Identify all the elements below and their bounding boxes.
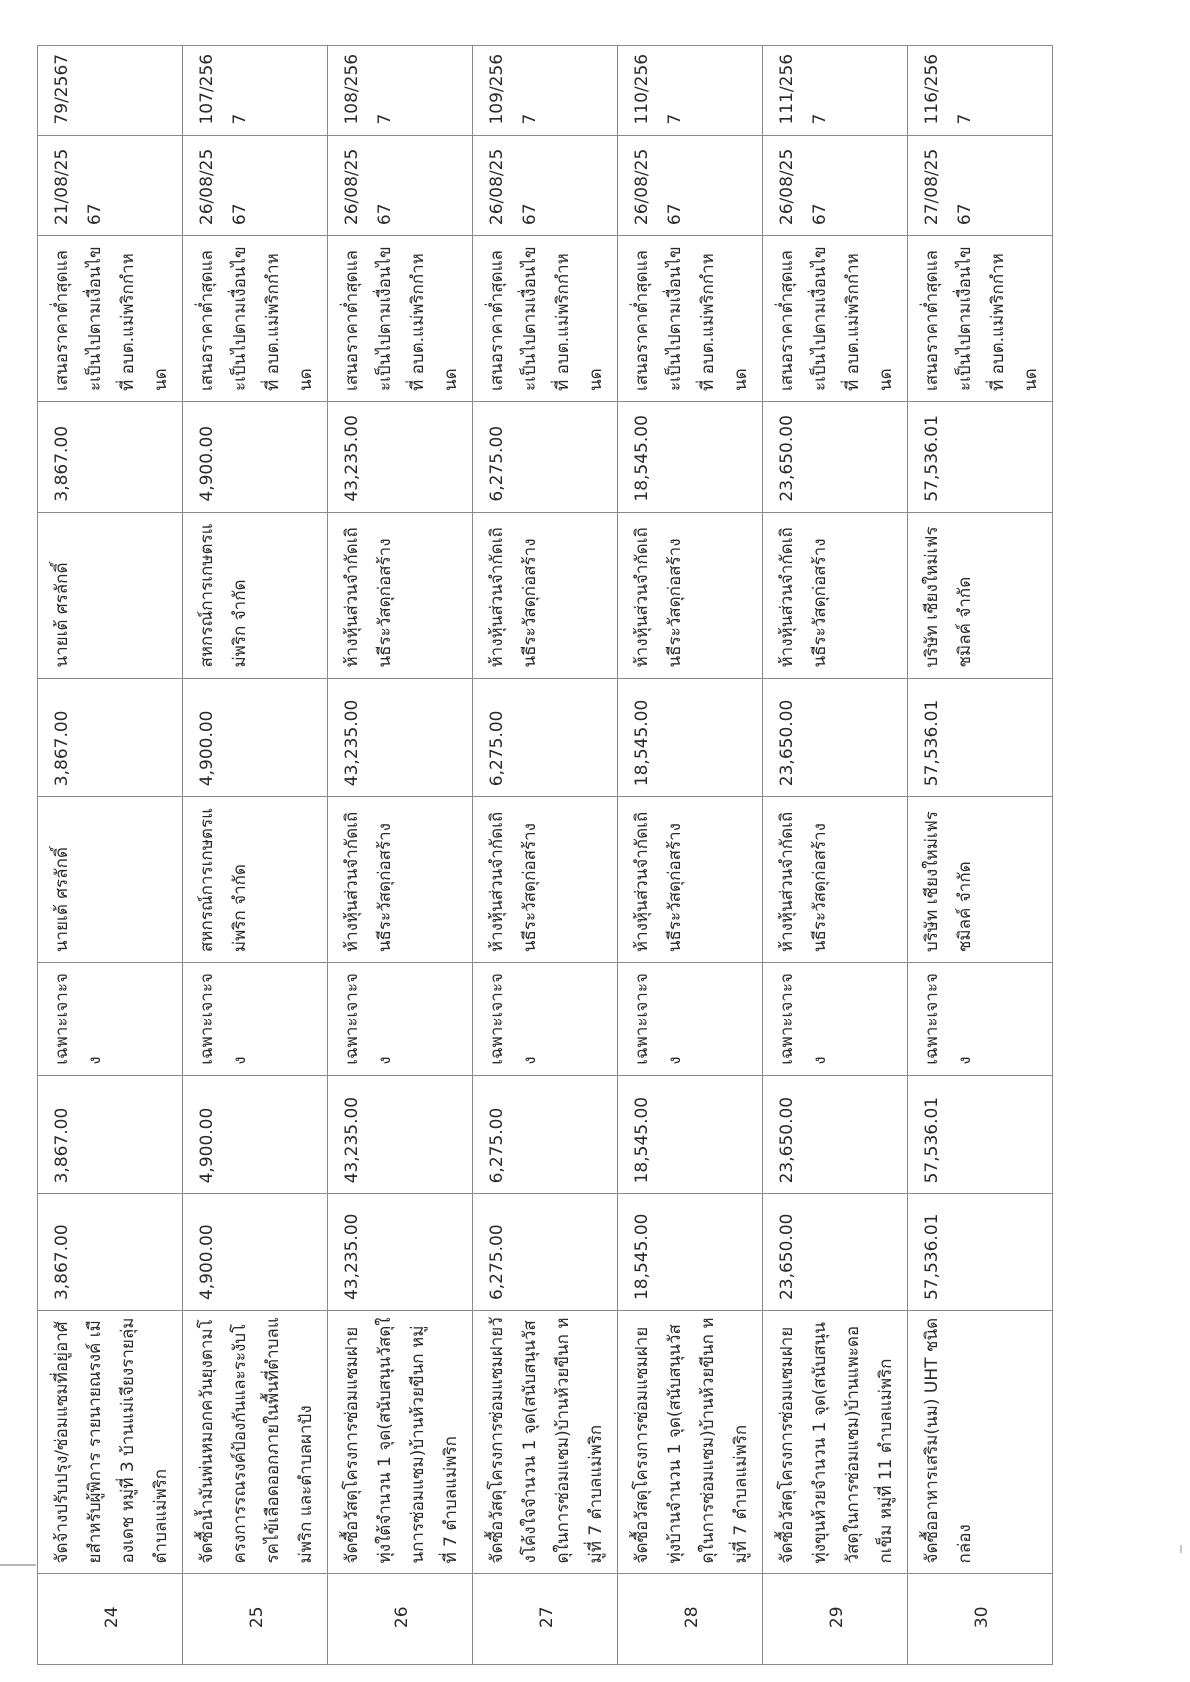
contract-number-cell: 109/2567 (473, 46, 618, 136)
budget-amount-cell: 23,650.00 (763, 1194, 908, 1311)
row-number-cell: 24 (38, 1574, 183, 1665)
bid-price-cell: 57,536.01 (908, 678, 1053, 797)
budget-amount-cell: 43,235.00 (328, 1194, 473, 1311)
median-price-cell: 18,545.00 (618, 1075, 763, 1194)
contract-date-cell: 26/08/2567 (473, 135, 618, 236)
median-price-cell: 3,867.00 (38, 1075, 183, 1194)
procurement-item-cell: จัดซื้อวัสดุโครงการซ่อมแซมฝายทุ่งใต้จำนวน 1 จุด(สนับสนุนวัสดุในการซ่อมแซม)บ้านห้วยขีนก หมู่ที่ 7 ตำบลแม่พริก (328, 1311, 473, 1574)
row-number-cell: 25 (183, 1574, 328, 1665)
bidder-name-cell: สหกรณ์การเกษตรแม่พริก จำกัด (183, 797, 328, 963)
contract-date-cell: 26/08/2567 (328, 135, 473, 236)
contract-date-cell: 27/08/2567 (908, 135, 1053, 236)
contract-number-cell: 111/2567 (763, 46, 908, 136)
procurement-item-cell: จัดจ้างปรับปรุง/ซ่อมแซมที่อยู่อาศัยสำหรับผู้พิการ รายนายณรงค์ เมืองเดช หมู่ที่ 3 บ้านแม่เจียงรายลุ่ม ตำบลแม่พริก (38, 1311, 183, 1574)
selection-reason-cell: เสนอราคาต่ำสุดและเป็นไปตามเงื่อนไขที่ อบต.แม่พริกกำหนด (618, 236, 763, 402)
bid-price-cell: 6,275.00 (473, 678, 618, 797)
procurement-table-body (38, 46, 1053, 1665)
winning-price-cell: 3,867.00 (38, 402, 183, 513)
bidder-name-cell: ห้างหุ้นส่วนจำกัดเถินธีระวัสดุก่อสร้าง (763, 797, 908, 963)
table-row (908, 46, 1053, 1665)
selection-reason-cell: เสนอราคาต่ำสุดและเป็นไปตามเงื่อนไขที่ อบต.แม่พริกกำหนด (38, 236, 183, 402)
table-row (328, 46, 473, 1665)
median-price-cell: 6,275.00 (473, 1075, 618, 1194)
winner-name-cell: ห้างหุ้นส่วนจำกัดเถินธีระวัสดุก่อสร้าง (473, 512, 618, 678)
row-number-cell: 26 (328, 1574, 473, 1665)
winner-name-cell: สหกรณ์การเกษตรแม่พริก จำกัด (183, 512, 328, 678)
bidder-name-cell: ห้างหุ้นส่วนจำกัดเถินธีระวัสดุก่อสร้าง (328, 797, 473, 963)
winning-price-cell: 18,545.00 (618, 402, 763, 513)
row-number-cell: 30 (908, 1574, 1053, 1665)
winner-name-cell: ห้างหุ้นส่วนจำกัดเถินธีระวัสดุก่อสร้าง (618, 512, 763, 678)
budget-amount-cell: 4,900.00 (183, 1194, 328, 1311)
contract-number-cell: 116/2567 (908, 46, 1053, 136)
row-number-cell: 29 (763, 1574, 908, 1665)
procurement-method-cell: เฉพาะเจาะจง (763, 963, 908, 1076)
budget-amount-cell: 57,536.01 (908, 1194, 1053, 1311)
median-price-cell: 23,650.00 (763, 1075, 908, 1194)
contract-date-cell: 26/08/2567 (763, 135, 908, 236)
bid-price-cell: 3,867.00 (38, 678, 183, 797)
procurement-item-cell: จัดซื้อวัสดุโครงการซ่อมแซมฝายวังโค้งใจจำนวน 1 จุด(สนับสนุนวัสดุในการซ่อมแซม)บ้านห้วยขีนก หมู่ที่ 7 ตำบลแม่พริก (473, 1311, 618, 1574)
contract-date-cell: 26/08/2567 (618, 135, 763, 236)
winning-price-cell: 57,536.01 (908, 402, 1053, 513)
selection-reason-cell: เสนอราคาต่ำสุดและเป็นไปตามเงื่อนไขที่ อบต.แม่พริกกำหนด (763, 236, 908, 402)
procurement-method-cell: เฉพาะเจาะจง (618, 963, 763, 1076)
table-row (38, 46, 183, 1665)
budget-amount-cell: 6,275.00 (473, 1194, 618, 1311)
row-number-cell: 27 (473, 1574, 618, 1665)
median-price-cell: 43,235.00 (328, 1075, 473, 1194)
table-row (183, 46, 328, 1665)
bidder-name-cell: ห้างหุ้นส่วนจำกัดเถินธีระวัสดุก่อสร้าง (473, 797, 618, 963)
contract-number-cell: 79/2567 (38, 46, 183, 136)
median-price-cell: 4,900.00 (183, 1075, 328, 1194)
rotated-table-wrapper (37, 45, 1047, 1665)
table-row (763, 46, 908, 1665)
table-row (473, 46, 618, 1665)
contract-number-cell: 107/2567 (183, 46, 328, 136)
winner-name-cell: ห้างหุ้นส่วนจำกัดเถินธีระวัสดุก่อสร้าง (763, 512, 908, 678)
procurement-method-cell: เฉพาะเจาะจง (473, 963, 618, 1076)
winning-price-cell: 43,235.00 (328, 402, 473, 513)
contract-date-cell: 21/08/2567 (38, 135, 183, 236)
bid-price-cell: 43,235.00 (328, 678, 473, 797)
winning-price-cell: 4,900.00 (183, 402, 328, 513)
procurement-table (37, 45, 1053, 1665)
selection-reason-cell: เสนอราคาต่ำสุดและเป็นไปตามเงื่อนไขที่ อบต.แม่พริกกำหนด (328, 236, 473, 402)
selection-reason-cell: เสนอราคาต่ำสุดและเป็นไปตามเงื่อนไขที่ อบต.แม่พริกกำหนด (183, 236, 328, 402)
winning-price-cell: 6,275.00 (473, 402, 618, 513)
budget-amount-cell: 18,545.00 (618, 1194, 763, 1311)
bidder-name-cell: บริษัท เชียงใหม่เฟรชมิลค์ จำกัด (908, 797, 1053, 963)
contract-date-cell: 26/08/2567 (183, 135, 328, 236)
procurement-item-cell: จัดซื้อวัสดุโครงการซ่อมแซมฝายทุ่งบ้านจำนวน 1 จุด(สนับสนุนวัสดุในการซ่อมแซม)บ้านห้วยขีนก หมู่ที่ 7 ตำบลแม่พริก (618, 1311, 763, 1574)
contract-number-cell: 108/2567 (328, 46, 473, 136)
procurement-item-cell: จัดซื้ออาหารเสริม(นม) UHT ชนิดกล่อง (908, 1311, 1053, 1574)
procurement-item-cell: จัดซื้อวัสดุโครงการซ่อมแซมฝายทุ่งขุนห้วยจำนวน 1 จุด(สนับสนุนวัสดุในการซ่อมแซม)บ้านแพะดอกเข็ม หมู่ที่ 11 ตำบลแม่พริก (763, 1311, 908, 1574)
row-number-cell: 28 (618, 1574, 763, 1665)
bid-price-cell: 18,545.00 (618, 678, 763, 797)
bidder-name-cell: ห้างหุ้นส่วนจำกัดเถินธีระวัสดุก่อสร้าง (618, 797, 763, 963)
procurement-item-cell: จัดซื้อน้ำมันพ่นหมอกควันยุงตามโครงการรณรงค์ป้องกันและระงับโรคไข้เลือดออกภายในพื้นที่ตำบลแม่พริก และตำบลผาปัง (183, 1311, 328, 1574)
scan-artifact (1180, 1545, 1182, 1553)
winner-name-cell: บริษัท เชียงใหม่เฟรชมิลค์ จำกัด (908, 512, 1053, 678)
winner-name-cell: ห้างหุ้นส่วนจำกัดเถินธีระวัสดุก่อสร้าง (328, 512, 473, 678)
contract-number-cell: 110/2567 (618, 46, 763, 136)
budget-amount-cell: 3,867.00 (38, 1194, 183, 1311)
bid-price-cell: 4,900.00 (183, 678, 328, 797)
procurement-method-cell: เฉพาะเจาะจง (328, 963, 473, 1076)
procurement-method-cell: เฉพาะเจาะจง (183, 963, 328, 1076)
selection-reason-cell: เสนอราคาต่ำสุดและเป็นไปตามเงื่อนไขที่ อบต.แม่พริกกำหนด (473, 236, 618, 402)
selection-reason-cell: เสนอราคาต่ำสุดและเป็นไปตามเงื่อนไขที่ อบต.แม่พริกกำหนด (908, 236, 1053, 402)
winning-price-cell: 23,650.00 (763, 402, 908, 513)
procurement-method-cell: เฉพาะเจาะจง (908, 963, 1053, 1076)
bidder-name-cell: นายเต้ ศรลักดิ์ (38, 797, 183, 963)
median-price-cell: 57,536.01 (908, 1075, 1053, 1194)
bid-price-cell: 23,650.00 (763, 678, 908, 797)
procurement-method-cell: เฉพาะเจาะจง (38, 963, 183, 1076)
table-row (618, 46, 763, 1665)
winner-name-cell: นายเต้ ศรลักดิ์ (38, 512, 183, 678)
scan-artifact (0, 1564, 36, 1566)
